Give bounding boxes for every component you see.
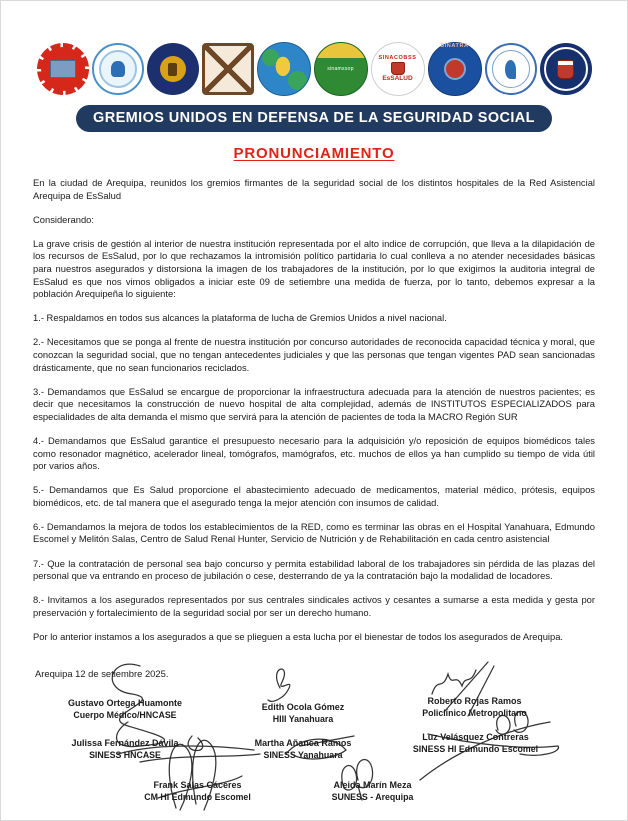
shield-glyph (557, 60, 574, 79)
document-title-wrap (0, 145, 628, 163)
signatory-name: Luz Velásquez Contreras (422, 732, 529, 742)
signatory-aleida (300, 780, 445, 803)
hands-glyph (111, 61, 125, 77)
demand-item-7: 7.- Que la contratación de personal sea bajo concurso y permita estabilidad laboral de los trabajadores sin pérdida de las plazas del personal que va entrando en proceso de jubilación o cese, desterrando de ya la contratación bajo la modalidad de locadores. (33, 557, 595, 582)
signatory-org: SINESS HI Edmundo Escomel (412, 743, 539, 754)
sinacobss-label: SINACOBSS (378, 54, 417, 61)
building-glyph (50, 60, 76, 78)
signature-block (0, 658, 628, 821)
signatory-name: Martha Añanca Ramos (254, 738, 352, 748)
signatory-name: Julissa Fernández Dávila (71, 738, 179, 748)
demand-item-4: 4.- Demandamos que EsSalud garantice el presupuesto necesario para la adquisición y/o reposición de equipos biomédicos tales como resonador magnético, acelerador lineal, tomógrafos, mamógrafos, etc. muchos de ellos ya han cumplido su tiempo de vida útil por varios años. (33, 434, 595, 472)
demand-item-3: 3.- Demandamos que EsSalud se encargue de proporcionar la infraestructura adecuada para la atención de nuestros pacientes; es decir que necesitamos la construcción de nuevo hospital de alta complejidad, además de INSTITUTOS ESPECIALIZADOS para especialidades de alta demanda el mismo que servirá para la atención de pacientes de toda la MACRO Región SUR (33, 385, 595, 422)
dateline: Arequipa 12 de setiembre 2025. (35, 668, 169, 679)
signatory-roberto (392, 696, 557, 719)
sinacobss-essalud-emblem-icon (371, 42, 425, 96)
seal-glyph (168, 63, 177, 76)
signatory-org: SINESS HNCASE (89, 749, 161, 760)
demand-item-5: 5.- Demandamos que Es Salud proporcione el abastecimiento adecuado de medicamentos, material médico, prótesis, equipos biomédicos, etc. de tal manera que el asegurado tenga la mejor atención con insumos de calidad. (33, 484, 595, 508)
red-gear-hospital-emblem-icon (37, 43, 89, 95)
document-body (33, 177, 595, 644)
signatory-name: Frank Salas Cáceres (153, 780, 242, 790)
signatory-name: Aleida Marín Meza (333, 780, 412, 790)
sinamssop-label: sinamssop (327, 66, 354, 72)
gremios-unidos-banner: GREMIOS UNIDOS EN DEFENSA DE LA SEGURIDAD SOCIAL (76, 105, 552, 132)
sepia-square-cross-emblem-icon (202, 43, 254, 95)
signatory-org: CM HI Edmundo Escomel (144, 791, 251, 802)
demand-item-2: 2.- Necesitamos que se ponga al frente de nuestra institución por concurso autoridades de reconocida capacidad técnica y moral, que conozcan la seguridad social, que no tengan antecedentes judiciales y que las personas que tengan vigentes PAD sean sancionadas drásticamente, que no sean funcionarios reciclados. (33, 336, 595, 373)
gold-center (160, 56, 186, 82)
signatory-julissa (35, 738, 215, 761)
sinatra-emblem-icon (428, 42, 482, 96)
considering-paragraph: La grave crisis de gestión al interior de nuestra institución representada por el alto indice de corrupción, que lleva a la dilapidación de los recursos de EsSalud, por lo que rechazamos la intromisión político partidaria lo cual conlleva a no atender necesidades básicas para nuestros asegurados y distorsiona la imagen de los trabajadores de la institución, por lo que exigimos la auditoria integral de EsSalud es que nos vimos obligados a iniciar este 09 de setiembre una medida de fuerza, por lo tanto, debemos expresar a la población Arequipeña lo siguiente: (33, 237, 595, 300)
blue-ring-figure-emblem-icon (485, 43, 537, 95)
demand-item-1: 1.- Respaldamos en todos sus alcances la plataforma de lucha de Gremios Unidos a nivel nacional. (33, 312, 447, 324)
light-blue-laurel-hands-emblem-icon (92, 43, 144, 95)
essalud-label: EsSALUD (382, 75, 413, 82)
signatory-org: HIII Yanahuara (272, 713, 334, 724)
white-ring (544, 47, 588, 91)
signature-scribble-edith (268, 669, 290, 701)
figure-glyph (505, 60, 516, 79)
signatory-org: SUNESS - Arequipa (331, 791, 414, 802)
sinacobss-crest-glyph (391, 62, 405, 75)
signatory-frank (115, 780, 280, 803)
demand-item-6: 6.- Demandamos la mejora de todos los establecimientos de la RED, como es terminar las obras en el Hospital Yanahuara, Edmundo Escomel y Melitón Salas, Centro de Salud Renal Hunter, Servicio de Nutrición y de Rehabilitación en cada centro asistencial (33, 520, 595, 545)
signatory-org: Cuerpo Médico/HNCASE (73, 709, 177, 720)
signatory-org: SINESS Yanahuara (263, 749, 343, 760)
sinatra-center (444, 58, 466, 80)
signatory-martha (228, 738, 378, 761)
signatory-gustavo (35, 698, 215, 721)
considering-label: Considerando: (33, 213, 94, 225)
navy-red-shield-emblem-icon (540, 43, 592, 95)
demand-item-8: 8.- Invitamos a los asegurados representados por sus centrales sindicales activos y cesantes a sumarse a esta medida y gesta por preservación y fortalecimiento de la seguridad social por ser un derecho humano. (33, 594, 595, 618)
blue-ring (492, 50, 530, 88)
signatory-luz (408, 732, 543, 755)
union-logos-row (0, 0, 628, 98)
sinatra-label: SINATRA (440, 43, 469, 49)
signatory-name: Roberto Rojas Ramos (427, 696, 522, 706)
gear-center (41, 47, 85, 91)
laurel-ring (99, 50, 137, 88)
navy-gold-seal-emblem-icon (147, 43, 199, 95)
signatory-org: Policlínico Metropolitano (422, 707, 527, 718)
closing-paragraph: Por lo anterior instamos a los asegurados a que se plieguen a esta lucha por el bienestar de todos los asegurados de Arequipa. (33, 630, 564, 642)
intro-paragraph: En la ciudad de Arequipa, reunidos los gremios firmantes de la seguridad social de los distintos hospitales de la Red Asistencial Arequipa de EsSalud (33, 177, 595, 201)
sinamssop-emblem-icon (314, 42, 368, 96)
signatory-name: Gustavo Ortega Huamonte (67, 698, 183, 708)
signatory-edith (228, 702, 378, 725)
document-title: PRONUNCIAMIENTO (233, 145, 395, 162)
signatory-name: Edith Ocola Gómez (261, 702, 345, 712)
globe-peru-map-emblem-icon (257, 42, 311, 96)
